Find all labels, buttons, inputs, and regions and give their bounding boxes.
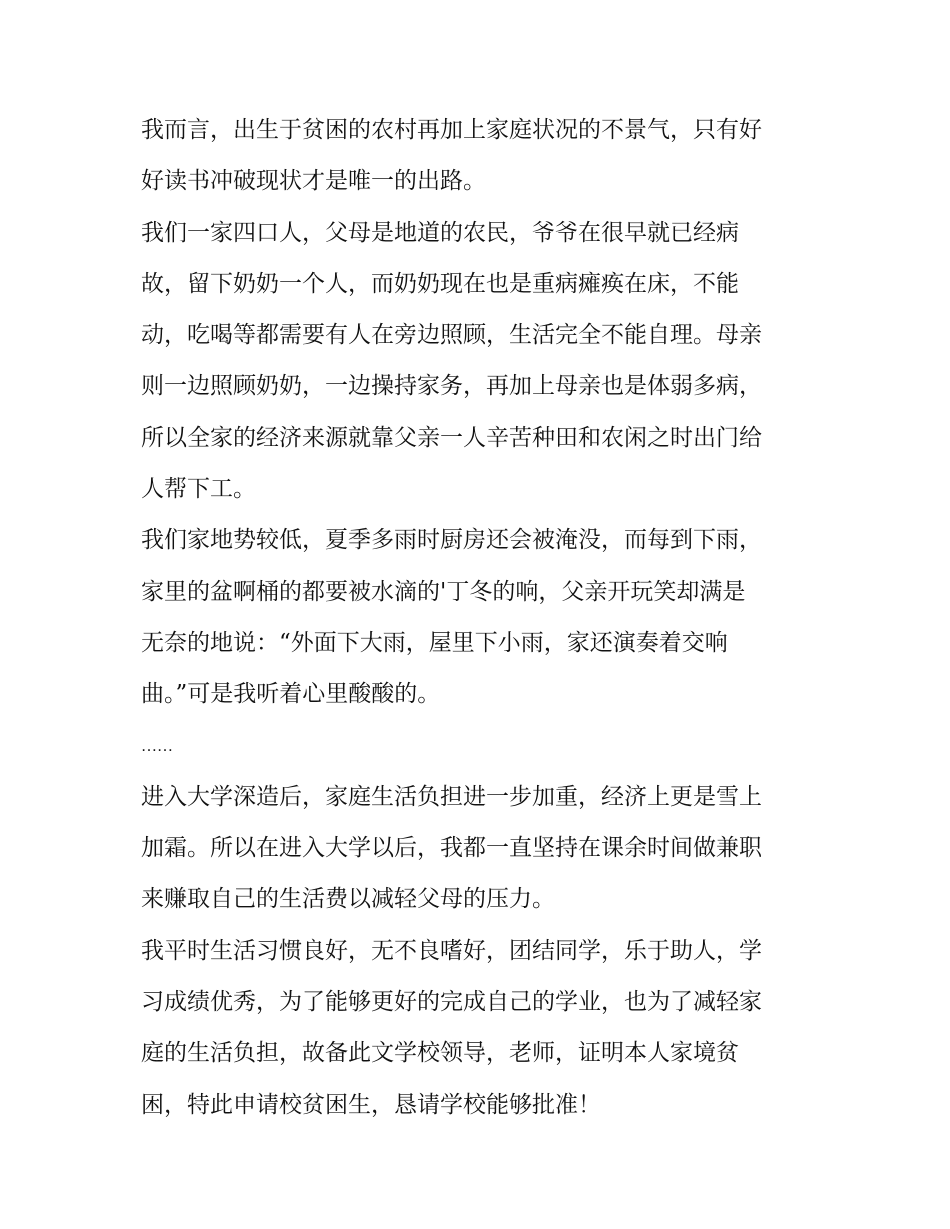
text-line: 我平时生活习惯良好，无不良嗜好，团结同学，乐于助人，学: [141, 937, 762, 964]
text-line: 动，吃喝等都需要有人在旁边照顾，生活完全不能自理。母亲: [141, 322, 762, 349]
text-line: 困，特此申请校贫困生，恳请学校能够批准！: [141, 1091, 601, 1118]
text-line: 庭的生活负担，故备此文学校领导，老师，证明本人家境贫: [141, 1040, 739, 1067]
text-line: 来赚取自己的生活费以减轻父母的压力。: [141, 886, 555, 913]
text-line: 故，留下奶奶一个人，而奶奶现在也是重病瘫痪在床，不能: [141, 270, 739, 297]
text-line: 曲。”可是我听着心里酸酸的。: [141, 681, 441, 708]
text-line: 加霜。所以在进入大学以后，我都一直坚持在课余时间做兼职: [141, 835, 762, 862]
text-line: 人帮下工。: [141, 476, 256, 503]
text-line: 家里的盆啊桶的都要被水滴的'丁冬的响，父亲开玩笑却满是: [141, 578, 746, 605]
ellipsis-line: ……: [141, 737, 173, 755]
text-line: 所以全家的经济来源就靠父亲一人辛苦种田和农闲之时出门给: [141, 424, 762, 451]
text-line: 习成绩优秀，为了能够更好的完成自己的学业，也为了减轻家: [141, 989, 762, 1016]
document-body: [141, 105, 821, 1131]
text-line: 我而言，出生于贫困的农村再加上家庭状况的不景气，只有好: [141, 117, 762, 143]
text-line: 好读书冲破现状才是唯一的出路。: [141, 168, 486, 195]
text-line: 进入大学深造后，家庭生活负担进一步加重，经济上更是雪上: [141, 783, 762, 810]
text-line: 我们家地势较低，夏季多雨时厨房还会被淹没，而每到下雨，: [141, 527, 762, 554]
text-line: 我们一家四口人，父母是地道的农民，爷爷在很早就已经病: [141, 219, 739, 246]
text-line: 无奈的地说：“外面下大雨，屋里下小雨，家还演奏着交响: [141, 629, 728, 656]
text-line: 则一边照顾奶奶，一边操持家务，再加上母亲也是体弱多病，: [141, 373, 762, 400]
